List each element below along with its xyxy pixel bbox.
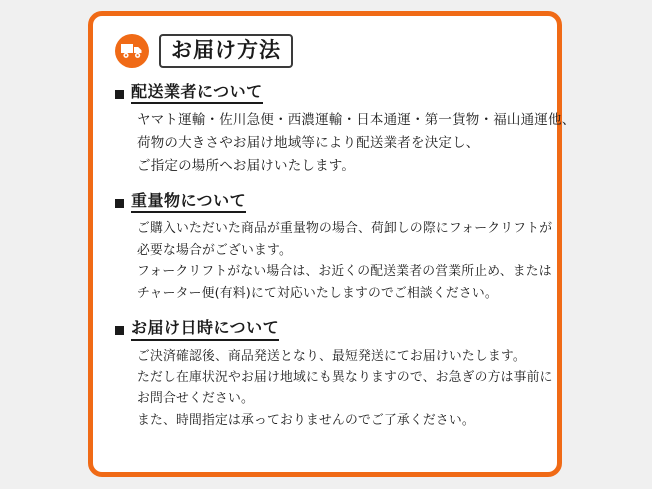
- shipping-info-card: [88, 11, 576, 477]
- body-line: 荷物の大きさやお届け地域等により配送業者を決定し、: [137, 134, 480, 151]
- section-header: [115, 191, 535, 213]
- body-line: ご決済確認後、商品発送となり、最短発送にてお届けいたします。: [137, 348, 526, 364]
- card-header: [115, 34, 535, 68]
- section-header: [115, 318, 535, 340]
- delivery-truck-icon: [115, 34, 149, 68]
- section-title: 配送業者について: [131, 82, 263, 104]
- section-header: [115, 82, 535, 104]
- body-line: お問合せください。: [137, 391, 254, 407]
- filled-square-bullet-icon: [115, 90, 124, 99]
- section-body: [115, 109, 576, 177]
- section-title: お届け日時について: [131, 318, 279, 340]
- section-body: [115, 346, 553, 432]
- section-title: 重量物について: [131, 191, 246, 213]
- body-line: ご指定の場所へお届けいたします。: [137, 157, 356, 174]
- body-line: チャーター便(有料)にて対応いたしますのでご相談ください。: [137, 285, 498, 301]
- body-line: 必要な場合がございます。: [137, 242, 292, 258]
- body-line: また、時間指定は承っておりませんのでご了承ください。: [137, 412, 475, 428]
- body-line: ヤマト運輸・佐川急便・西濃運輸・日本通運・第一貨物・福山通運他、: [137, 112, 576, 129]
- page-title: お届け方法: [171, 38, 281, 63]
- body-line: フォークリフトがない場合は、お近くの配送業者の営業所止め、または: [137, 264, 552, 280]
- section-carriers: [115, 82, 576, 177]
- section-body: [115, 218, 553, 304]
- page-title-box: [159, 34, 293, 67]
- card-content: [93, 16, 576, 441]
- body-line: ご購入いただいた商品が重量物の場合、荷卸しの際にフォークリフトが: [137, 221, 553, 237]
- filled-square-bullet-icon: [115, 326, 124, 335]
- section-delivery-datetime: [115, 318, 553, 431]
- body-line: ただし在庫状況やお届け地域にも異なりますので、お急ぎの方は事前に: [137, 370, 553, 385]
- filled-square-bullet-icon: [115, 199, 124, 208]
- section-heavy-items: [115, 191, 553, 304]
